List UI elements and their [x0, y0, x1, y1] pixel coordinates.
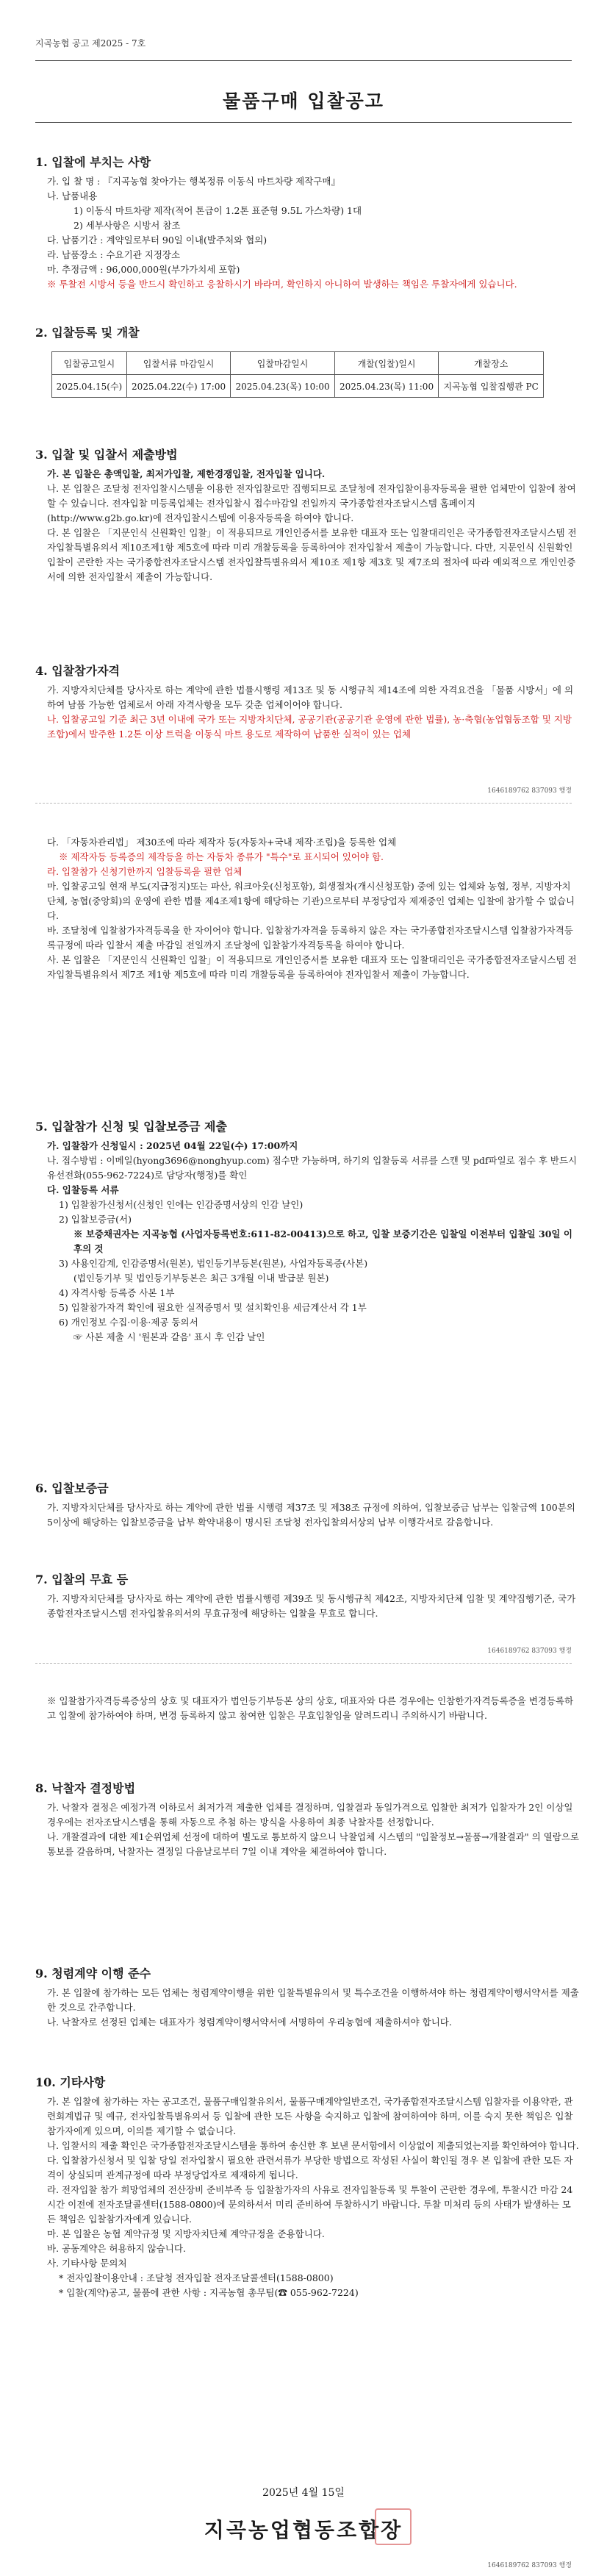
line: 나. 개찰결과에 대한 제1순위업체 선정에 대하여 별도로 통보하지 않으니 낙찰업체 시스템의 "입찰정보→물품→개찰결과" 의 열람으로 통보를 갈음하며, 낙찰자는 결정일 다음날로부터 7일 이내 계약을 체결하여야 합니다.	[47, 1831, 579, 1857]
section-heading: 5. 입찰참가 신청 및 입찰보증금 제출	[35, 1120, 227, 1134]
line: 바. 공동계약은 허용하지 않습니다.	[47, 2243, 186, 2254]
line: 6) 개인정보 수집·이용·제공 동의서	[59, 1317, 198, 1328]
section-5	[35, 1117, 579, 1345]
line: 가. 본 입찰은 총액입찰, 최저가입찰, 제한경쟁입찰, 전자입찰 입니다.	[47, 468, 326, 479]
table-row	[52, 375, 544, 398]
table-header-cell: 개찰장소	[439, 352, 544, 375]
notice-date: 2025년 4월 15일	[262, 2487, 345, 2499]
page-title: 물품구매 입찰공고	[223, 90, 384, 112]
section-8	[35, 1779, 579, 1859]
line: 2) 입찰보증금(서)	[59, 1214, 132, 1225]
section-heading: 8. 낙찰자 결정방법	[35, 1781, 136, 1795]
section-heading: 9. 청렴계약 이행 준수	[35, 1967, 151, 1981]
line-highlight: 라. 입찰참가 신청기한까지 입찰등록을 필한 업체	[47, 866, 243, 877]
divider	[35, 122, 572, 123]
section-1	[35, 153, 579, 292]
line: ☞ 사본 제출 시 '원본과 같음' 표시 후 인감 날인	[73, 1331, 265, 1342]
line: 5) 입찰참가자격 확인에 필요한 실적증명서 및 설치확인용 세금계산서 각 1부	[59, 1302, 367, 1313]
table-cell: 2025.04.23(목) 11:00	[334, 375, 438, 398]
notice-number: 지곡농협 공고 제2025 - 7호	[35, 38, 146, 49]
section-heading: 3. 입찰 및 입찰서 제출방법	[35, 448, 178, 462]
section-heading: 2. 입찰등록 및 개찰	[35, 326, 140, 340]
section-heading: 1. 입찰에 부치는 사항	[35, 155, 151, 169]
line: 사. 기타사항 문의처	[47, 2258, 127, 2269]
line: 나. 납품내용	[47, 190, 98, 201]
section-heading: 10. 기타사항	[35, 2075, 106, 2089]
line: 가. 입찰참가 신청일시 : 2025년 04월 22일(수) 17:00까지	[47, 1140, 298, 1151]
section-4	[35, 662, 579, 742]
line: 라. 전자입찰 참가 희망업체의 전산장비 준비부족 등 입찰참가자의 사유로 전자입찰등록 및 투찰이 곤란한 경우에, 투찰시간 마감 24시간 이전에 전자조달콜센터(1588-0800)에 문의하셔서 미리 준비하여 투찰하시기 바랍니다. 투찰 미처리 등의 사태가 발생하는 모든 책임은 입찰참가자에게 있습니다.	[47, 2184, 573, 2225]
section-heading: 7. 입찰의 무효 등	[35, 1573, 129, 1586]
organization-name: 지곡농업협동조합장	[204, 2518, 403, 2542]
section-2	[35, 323, 579, 345]
line: ※ 입찰참가자격등록증상의 상호 및 대표자가 법인등기부등본 상의 상호, 대표자와 다른 경우에는 인참한가자격등록증을 변경등록하고 입찰에 참가하여야 하며, 변경 등록하지 않고 참여한 입찰은 무효입찰임을 알려드리니 주의하시기 바랍니다.	[47, 1695, 574, 1721]
line: 가. 입 찰 명 : 『지곡농협 찾아가는 행복정류 이동식 마트차량 제작구매』	[47, 176, 340, 187]
line: 가. 지방자치단체를 당사자로 하는 계약에 관한 법률 시행령 제37조 및 제38조 규정에 의하여, 입찰보증금 납부는 입찰금액 100분의 5이상에 해당하는 입찰보증금을 납부 확약내용이 명시된 조달청 전자입찰의서상의 납부 이행각서로 갈음합니다.	[47, 1502, 575, 1528]
line: 사. 본 입찰은 「지문인식 신원확인 입찰」이 적용되므로 개인인증서를 보유한 대표자 또는 입찰대리인은 국가종합전자조달시스템 전자입찰특별유의서 제7조 제1항 제5호에 따라 미리 개찰등록을 등록하여야 전자입찰서 제출이 가능합니다.	[47, 954, 577, 980]
line: (법인등기부 및 법인등기부등본은 최근 3개월 이내 발급분 원본)	[73, 1273, 329, 1284]
section-7-note	[35, 1694, 579, 1723]
line: 3) 사용인감계, 인감증명서(원본), 법인등기부등본(원본), 사업자등록증(사본)	[59, 1258, 368, 1269]
line: ※ 보증채권자는 지곡농협 (사업자등록번호:611-82-00413)으로 하고, 입찰 보증기간은 입찰일 이전부터 입찰일 30일 이후의 것	[73, 1228, 572, 1254]
page-footer: 1646189762 837093 행정	[487, 2562, 572, 2569]
line: 가. 본 입찰에 참가하는 자는 공고조건, 물품구매입찰유의서, 물품구매계약일반조건, 국가종합전자조달시스템 입찰자를 이용약관, 관련회계법규 및 예규, 전자입찰특별유의서 등 입찰에 관한 모든 사항을 숙지하고 입찰에 참여하여야 하며, 이를 숙지 못한 책임은 입찰참가자에게 있으며, 이의를 제기할 수 없습니다.	[47, 2096, 573, 2136]
table-header-cell: 입찰공고일시	[52, 352, 127, 375]
line: 다. 납품기간 : 계약일로부터 90일 이내(발주처와 협의)	[47, 235, 267, 246]
section-heading: 4. 입찰참가자격	[35, 664, 121, 678]
line: 나. 접수방법 : 이메일(hyong3696@nonghyup.com) 접수만 가능하며, 하기의 입찰등록 서류를 스캔 및 pdf파일로 접수 후 반드시 유선전화(055-962-7224)로 담당자(행정)를 확인	[47, 1155, 578, 1181]
section-heading: 6. 입찰보증금	[35, 1481, 109, 1495]
section-9	[35, 1964, 579, 2030]
line: 4) 자격사항 등록증 사본 1부	[59, 1287, 175, 1298]
table-cell: 2025.04.22(수) 17:00	[126, 375, 230, 398]
line: 1) 입찰참가신청서(신청인 인에는 인감증명서상의 인감 날인)	[59, 1199, 304, 1210]
line: 나. 본 입찰은 조달청 전자입찰시스템을 이용한 전자입찰로만 집행되므로 조달청에 전자입찰이용자등록을 필한 업체만이 입찰에 참여할 수 있습니다. 전자입찰 미등록업체는 전자입찰시 접수마감일 전일까지 국가종합전자조달시스템 홈페이지(http://www.g2b.go.kr)에 전자입찰시스템에 이용자등록을 하여야 합니다.	[47, 483, 576, 523]
line: 마. 추정금액 : 96,000,000원(부가가치세 포함)	[47, 264, 240, 275]
line: 2) 세부사항은 시방서 참조	[73, 220, 181, 231]
table-header-cell: 입찰마감일시	[231, 352, 334, 375]
line: 나. 낙찰자로 선정된 업체는 대표자가 청렴계약이행서약서에 서명하여 우리농협에 제출하셔야 합니다.	[47, 2017, 452, 2028]
line: * 입찰(계약)공고, 물품에 관한 사항 : 지곡농협 총무팀(☎ 055-962-7224)	[59, 2287, 359, 2298]
line: 가. 지방자치단체를 당사자로 하는 계약에 관한 법률시행령 제39조 및 동시행규칙 제42조, 지방자치단체 입찰 및 계약집행기준, 국가종합전자조달시스템 전자입찰유의서의 무효규정에 해당하는 입찰을 무효로 합니다.	[47, 1593, 576, 1619]
line: 다. 「자동차관리법」 제30조에 따라 제작자 등(자동차+국내 제작·조립)을 등록한 업체	[47, 837, 397, 848]
line: 라. 납품장소 : 수요기관 지정장소	[47, 249, 181, 260]
divider	[35, 60, 572, 61]
line-highlight: ※ 제작자등 등록증의 제작등을 하는 자동차 종류가 "특수"로 표시되어 있어야 함.	[59, 851, 384, 862]
warning-text: ※ 투찰전 시방서 등을 반드시 확인하고 응찰하시기 바라며, 확인하지 아니하여 발생하는 책임은 투찰자에게 있습니다.	[47, 279, 517, 290]
line: 가. 낙찰자 결정은 예정가격 이하로서 최저가격 제출한 업체를 결정하며, 입찰결과 동일가격으로 입찰한 최저가 입찰자가 2인 이상일 경우에는 전자조달시스템을 통해 자동으로 추첨 하는 방식을 사용하여 최종 낙찰자를 선정합니다.	[47, 1802, 573, 1828]
line: * 전자입찰이용안내 : 조달청 전자입찰 전자조달콜센터(1588-0800)	[59, 2272, 334, 2283]
line: 다. 입찰참가신청서 및 입찰 당일 전자입찰시 필요한 관련서류가 부당한 방법으로 작성된 사실이 확인될 경우 본 입찰에 관한 모든 자격이 상실되며 관계규정에 따라 부정당업자로 제재하게 됩니다.	[47, 2155, 573, 2180]
table-cell: 지곡농협 입찰집행관 PC	[439, 375, 544, 398]
line: 다. 입찰등록 서류	[47, 1184, 119, 1195]
page-footer: 1646189762 837093 행정	[487, 787, 572, 795]
page-break	[35, 803, 572, 804]
line: 다. 본 입찰은 「지문인식 신원확인 입찰」이 적용되므로 개인인증서를 보유한 대표자 또는 입찰대리인은 국가종합전자조달시스템 전자입찰특별유의서 제10조제1항 제5호에 따라 미리 개찰등록을 등록하여야 전자입찰서 제출이 가능합니다. 다만, 지문인식 신원확인 입찰이 곤란한 자는 국가종합전자조달시스템 전자입찰특별유의서 제10조 제1항 제3호 및 제7조의 절차에 따라 예외적으로 개인인증서에 의한 전자입찰서 제출이 가능합니다.	[47, 527, 577, 582]
line-highlight: 나. 입찰공고일 기준 최근 3년 이내에 국가 또는 지방자치단체, 공공기관(공공기관 운영에 관한 법률), 농·축협(농업협동조합 및 지방 조합)에서 발주한 1.2톤 이상 트럭을 이동식 마트 용도로 제작하여 납품한 실적이 있는 업체	[47, 714, 572, 740]
line: 바. 조달청에 입찰참가자격등록을 한 자이어야 합니다. 입찰참가자격을 등록하지 않은 자는 국가종합전자조달시스템 입찰참가자격등록규정에 따라 입찰서 제출 마감일 전일까지 조달청에 입찰참가자격등록을 하여야 합니다.	[47, 925, 573, 951]
line: 마. 본 입찰은 농협 계약규정 및 지방자치단체 계약규정을 준용합니다.	[47, 2228, 325, 2239]
table-cell: 2025.04.23(목) 10:00	[231, 375, 334, 398]
schedule-table	[51, 351, 544, 398]
page-break	[35, 1663, 572, 1664]
line: 마. 입찰공고일 현재 부도(지급정지)또는 파산, 워크아웃(신청포함), 회생절차(개시신청포함) 중에 있는 업체와 농협, 정부, 지방자치단체, 농협(중앙회)의 운영에 관한 법률 제4조제1항에 해당하는 기관)으로부터 부정당업자 제재중인 업체는 입찰에 참가할 수 없습니다.	[47, 881, 575, 921]
section-7	[35, 1570, 579, 1621]
line: 가. 지방자치단체를 당사자로 하는 계약에 관한 법률시행령 제13조 및 동 시행규칙 제14조에 의한 자격요건을 「물품 시방서」에 의하여 남품 가능한 업체로서 아래 자격사항을 모두 갖춘 업체이어야 합니다.	[47, 684, 574, 710]
line: 가. 본 입찰에 참가하는 모든 업체는 청렴계약이행을 위한 입찰특별유의서 및 특수조건을 이행하셔야 하는 청렴계약이행서약서를 제출한 것으로 간주합니다.	[47, 1987, 579, 2013]
section-6	[35, 1479, 579, 1530]
table-cell: 2025.04.15(수)	[52, 375, 127, 398]
table-header-cell: 입찰서류 마감일시	[126, 352, 230, 375]
table-header-row	[52, 352, 544, 375]
section-3	[35, 446, 579, 584]
line: 1) 이동식 마트차량 제작(적어 톤급이 1.2톤 표준형 9.5L 가스차량) 1대	[73, 205, 362, 216]
section-10	[35, 2073, 579, 2300]
section-4-continued	[35, 835, 579, 982]
page-footer: 1646189762 837093 행정	[487, 1647, 572, 1655]
line: 나. 입찰서의 제출 확인은 국가종합전자조달시스템을 통하여 송신한 후 보낸 문서함에서 이상없이 제출되었는지를 확인하여야 합니다.	[47, 2140, 579, 2151]
table-header-cell: 개찰(입찰)일시	[334, 352, 438, 375]
